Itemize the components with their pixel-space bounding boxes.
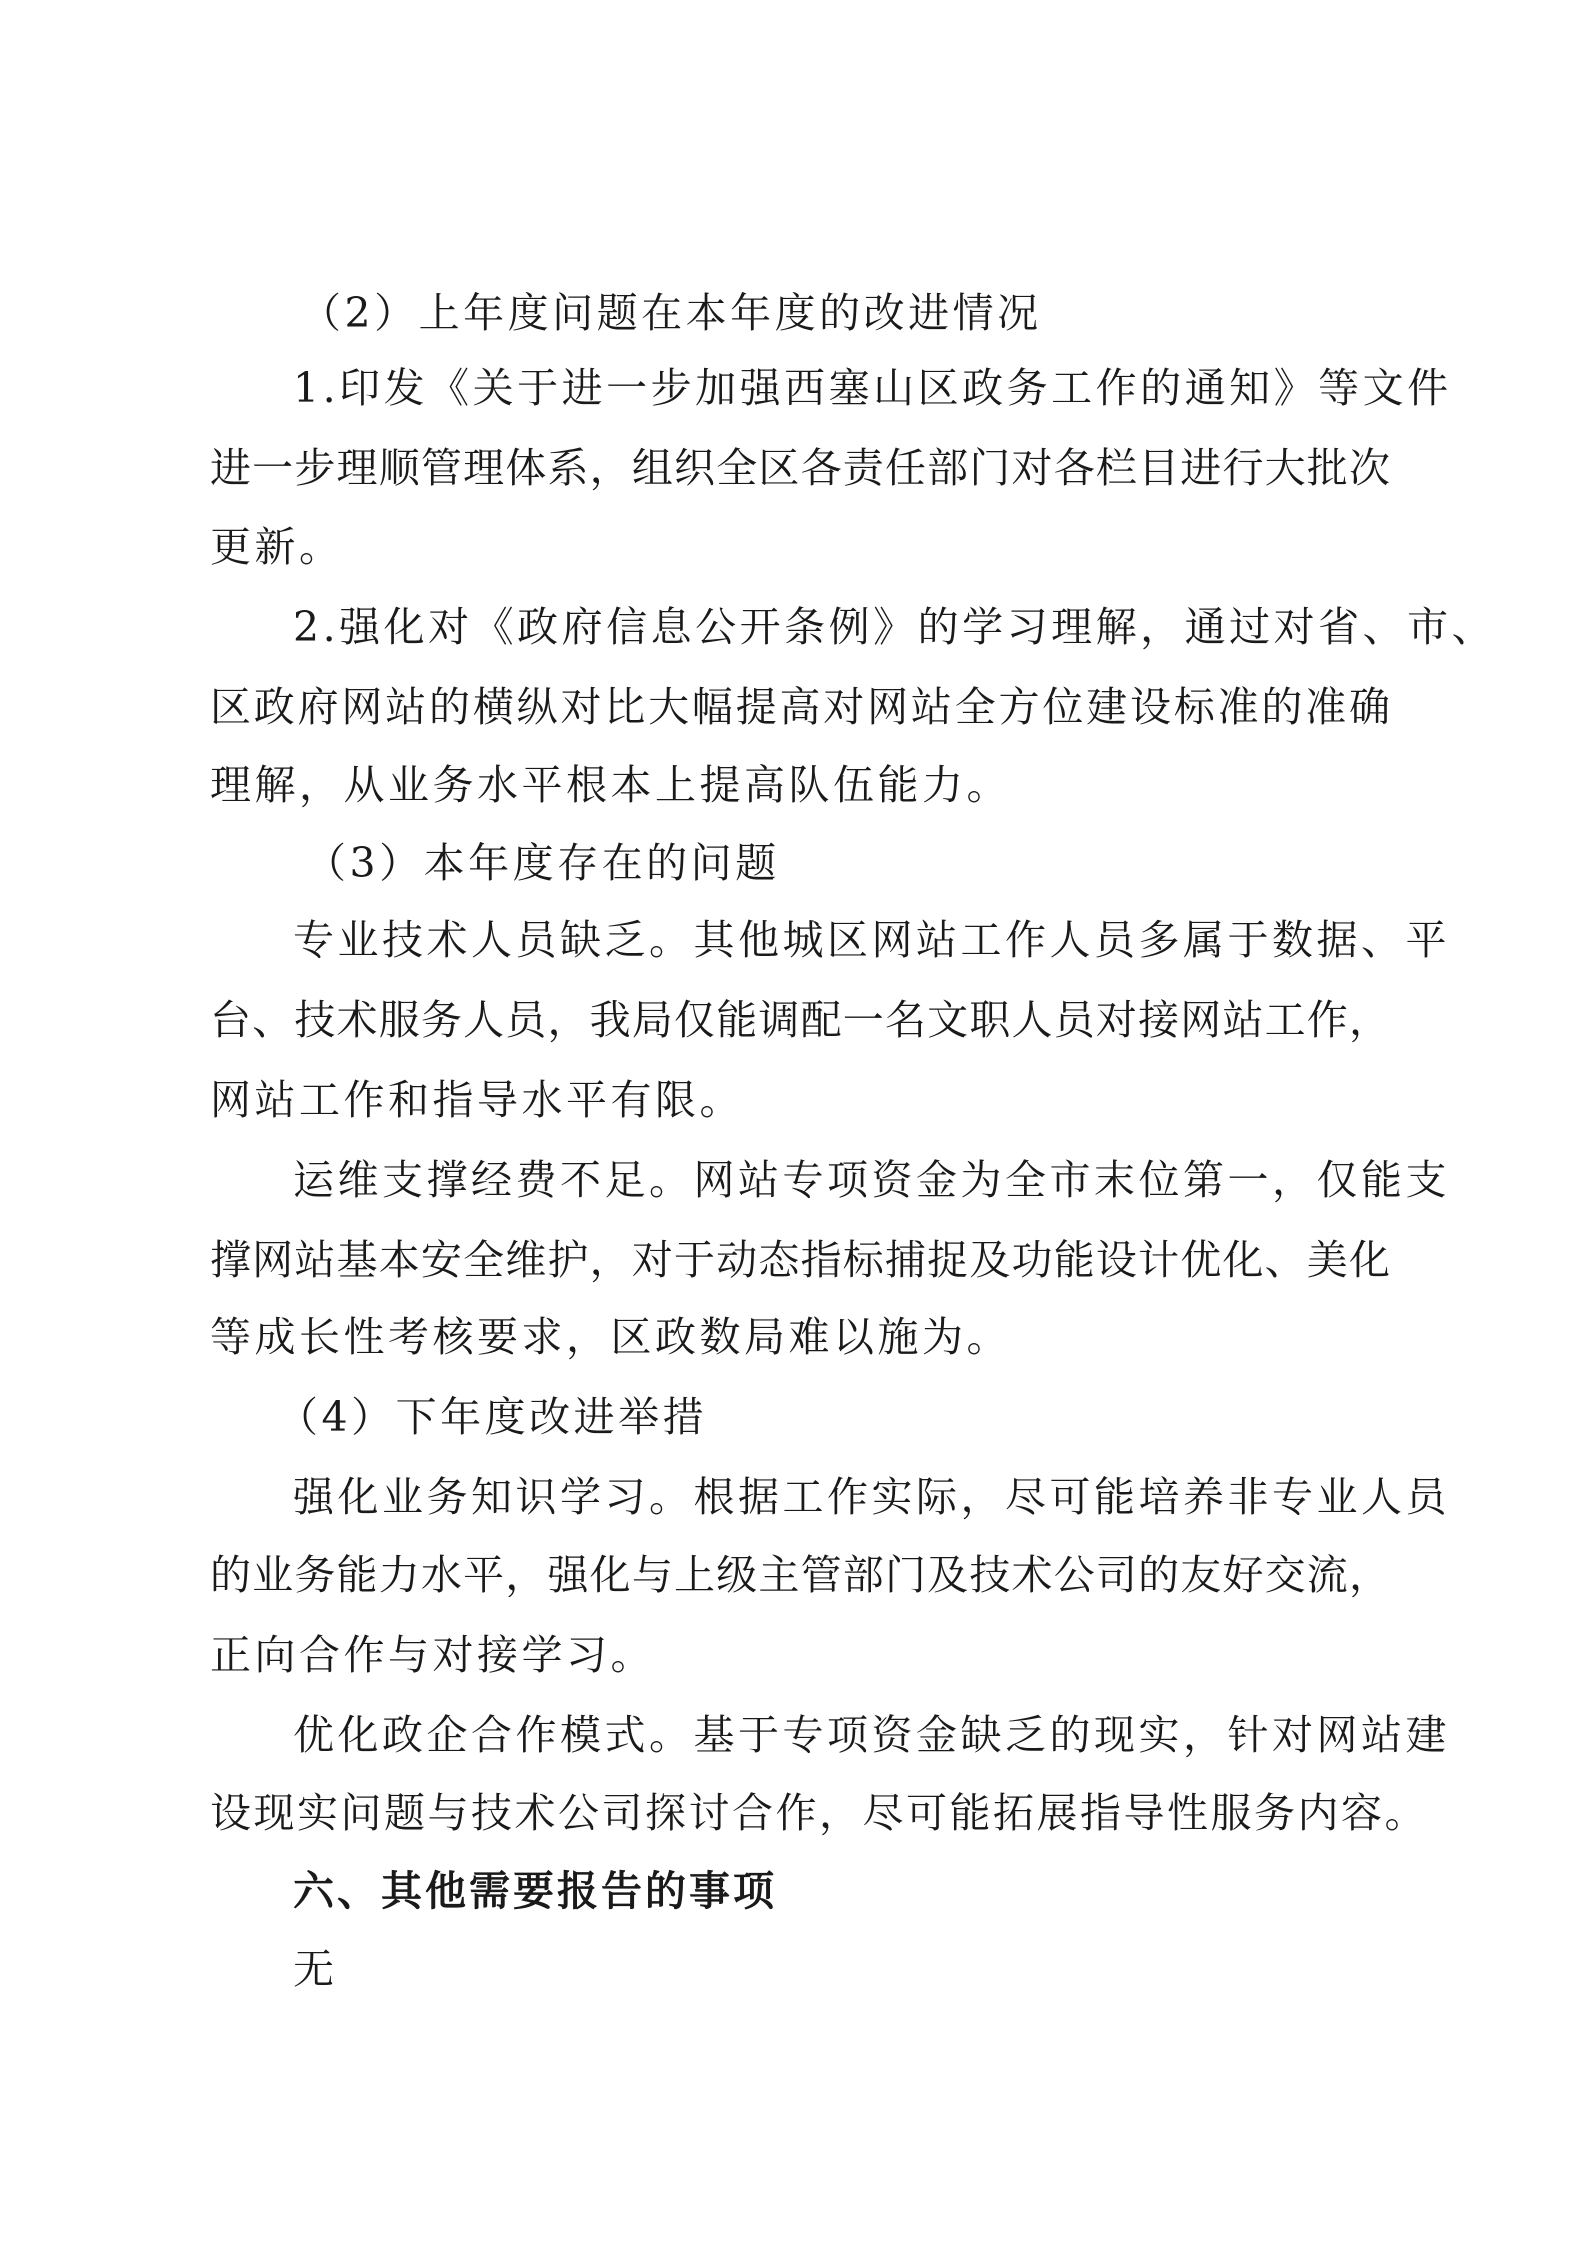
paragraph-line: 1.印发《关于进一步加强西塞山区政务工作的通知》等文件 (293, 364, 1452, 412)
subsection-heading-problems: （3）本年度存在的问题 (305, 839, 780, 887)
paragraph-line: 理解，从业务水平根本上提高队伍能力。 (210, 761, 1011, 809)
section-heading-other-matters: 六、其他需要报告的事项 (293, 1867, 777, 1915)
paragraph-line: 进一步理顺管理体系，组织全区各责任部门对各栏目进行大批次 (210, 444, 1390, 492)
paragraph-line: 专业技术人员缺乏。其他城区网站工作人员多属于数据、平 (293, 916, 1450, 964)
section-content: 无 (293, 1945, 338, 1993)
paragraph-line: 设现实问题与技术公司探讨合作，尽可能拓展指导性服务内容。 (210, 1789, 1428, 1837)
paragraph-line: 优化政企合作模式。基于专项资金缺乏的现实，针对网站建 (293, 1711, 1450, 1759)
paragraph-line: 运维支撑经费不足。网站专项资金为全市末位第一，仅能支 (293, 1156, 1450, 1204)
paragraph-line: 强化业务知识学习。根据工作实际，尽可能培养非专业人员 (293, 1473, 1450, 1521)
paragraph-line: 更新。 (210, 523, 344, 571)
paragraph-line: 正向合作与对接学习。 (210, 1631, 655, 1679)
paragraph-line: 的业务能力水平，强化与上级主管部门及技术公司的友好交流， (210, 1551, 1390, 1599)
paragraph-line: 2.强化对《政府信息公开条例》的学习理解，通过对省、市、 (293, 603, 1497, 651)
paragraph-line: 撑网站基本安全维护，对于动态指标捕捉及功能设计优化、美化 (210, 1236, 1390, 1284)
paragraph-line: 台、技术服务人员，我局仅能调配一名文职人员对接网站工作， (210, 996, 1390, 1044)
paragraph-line: 等成长性考核要求，区政数局难以施为。 (210, 1313, 1011, 1361)
paragraph-line: 网站工作和指导水平有限。 (210, 1076, 744, 1124)
paragraph-line: 区政府网站的横纵对比大幅提高对网站全方位建设标准的准确 (210, 683, 1390, 731)
subsection-heading-next-year: （4）下年度改进举措 (277, 1393, 708, 1441)
subsection-heading-improvements: （2）上年度问题在本年度的改进情况 (300, 289, 1042, 337)
